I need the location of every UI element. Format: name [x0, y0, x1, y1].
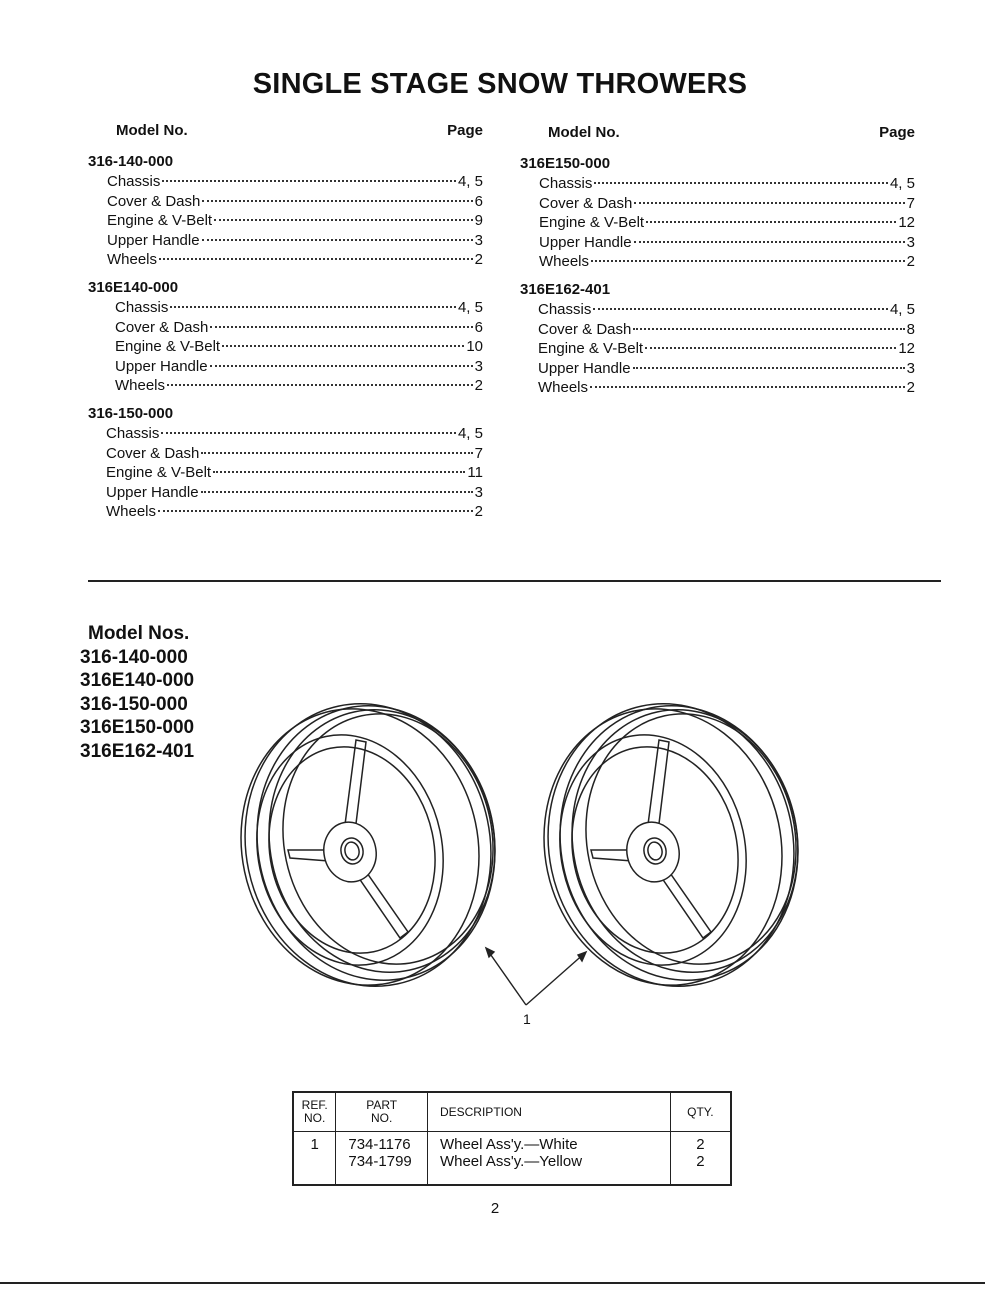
entry-page: 6	[474, 318, 483, 336]
index-right-column	[520, 124, 915, 398]
entry-page: 4, 5	[457, 173, 483, 190]
entry-page: 12	[898, 214, 915, 232]
table-row	[293, 1132, 731, 1186]
part-qty: 2	[696, 1153, 705, 1170]
dot-leader	[594, 182, 888, 184]
entry-label: Engine & V-Belt	[115, 338, 221, 356]
model-no-heading: Model No.	[548, 124, 620, 141]
model-block	[520, 154, 915, 272]
entry-label: Chassis	[107, 173, 161, 190]
dot-leader	[590, 386, 905, 388]
model-no-heading: Model No.	[116, 122, 188, 139]
ref-header-line: NO.	[304, 1111, 326, 1125]
entry-page: 4, 5	[457, 298, 483, 316]
model-block	[88, 404, 483, 522]
dot-leader	[634, 202, 904, 204]
entry-page: 9	[474, 212, 483, 230]
entry-label: Wheels	[106, 503, 157, 521]
dot-leader	[222, 345, 464, 347]
model-nos-list	[80, 622, 194, 763]
model-number: 316E150-000	[520, 155, 611, 172]
model-nos-item: 316E150-000	[80, 717, 195, 738]
entry-label: Upper Handle	[538, 359, 631, 377]
part-number: 734-1799	[348, 1153, 412, 1170]
index-entry	[520, 359, 915, 379]
entry-label: Chassis	[538, 300, 592, 318]
dot-leader	[201, 452, 472, 454]
entry-page: 11	[467, 464, 483, 482]
entry-label: Chassis	[539, 175, 593, 192]
page-heading: Page	[447, 122, 483, 139]
dot-leader	[633, 367, 905, 369]
entry-page: 8	[906, 320, 915, 338]
entry-page: 7	[906, 194, 915, 212]
model-nos-heading: Model Nos.	[88, 623, 190, 644]
qty-header: QTY.	[670, 1092, 731, 1132]
description-cell	[427, 1132, 670, 1186]
ref-no-cell: 1	[293, 1132, 336, 1186]
entry-label: Engine & V-Belt	[107, 212, 213, 230]
callout-leaders	[486, 948, 586, 1005]
qty-cell	[670, 1132, 731, 1186]
index-column-header	[520, 124, 915, 146]
dot-leader	[202, 200, 472, 202]
dot-leader	[633, 328, 904, 330]
dot-leader	[202, 239, 473, 241]
index-entry	[520, 174, 915, 194]
index-entry	[88, 444, 483, 464]
dot-leader	[646, 221, 896, 223]
model-number: 316E140-000	[88, 278, 179, 296]
entry-page: 2	[474, 251, 483, 269]
ref-no-header	[293, 1092, 336, 1132]
index-entry	[88, 376, 483, 396]
part-no-cell	[336, 1132, 428, 1186]
index-entry	[520, 194, 915, 214]
model-block	[88, 152, 483, 270]
dot-leader	[210, 326, 472, 328]
index-left-column	[88, 122, 483, 522]
index-entry	[88, 357, 483, 377]
entry-page: 4, 5	[457, 424, 483, 442]
index-entry	[88, 337, 483, 357]
dot-leader	[158, 510, 473, 512]
entry-page: 3	[474, 357, 483, 375]
entry-label: Cover & Dash	[539, 194, 633, 212]
section-divider	[88, 580, 941, 582]
entry-page: 6	[474, 192, 483, 210]
page-heading: Page	[879, 124, 915, 141]
page-title: SINGLE STAGE SNOW THROWERS	[252, 68, 748, 100]
entry-page: 2	[906, 253, 915, 271]
model-block	[520, 280, 915, 398]
entry-page: 3	[474, 483, 483, 501]
entry-page: 3	[906, 233, 915, 251]
index-entry	[88, 192, 483, 212]
entry-label: Cover & Dash	[106, 444, 200, 462]
entry-label: Engine & V-Belt	[538, 340, 644, 358]
entry-page: 7	[474, 444, 483, 462]
dot-leader	[634, 241, 905, 243]
dot-leader	[167, 384, 473, 386]
dot-leader	[201, 491, 473, 493]
dot-leader	[161, 432, 456, 434]
entry-page: 2	[906, 379, 915, 397]
model-number: 316E162-401	[520, 280, 611, 298]
part-no-header	[336, 1092, 428, 1132]
model-number: 316-140-000	[88, 153, 174, 170]
entry-page: 3	[906, 359, 915, 377]
index-entry	[520, 252, 915, 272]
entry-label: Cover & Dash	[538, 320, 632, 338]
description-header: DESCRIPTION	[427, 1092, 670, 1132]
entry-label: Cover & Dash	[107, 192, 201, 210]
index-entry	[520, 300, 915, 320]
entry-page: 3	[474, 231, 483, 249]
entry-page: 2	[474, 377, 483, 395]
wheel-right	[519, 700, 808, 1009]
entry-label: Upper Handle	[106, 483, 199, 501]
index-entry	[88, 211, 483, 231]
entry-label: Wheels	[538, 379, 589, 397]
entry-label: Wheels	[539, 253, 590, 271]
part-description: Wheel Ass'y.—White	[439, 1136, 578, 1153]
callout-label: 1	[523, 1011, 531, 1027]
entry-label: Chassis	[115, 298, 169, 316]
entry-label: Wheels	[115, 377, 166, 395]
entry-page: 10	[466, 338, 483, 356]
index-entry	[88, 502, 483, 522]
model-blocks	[88, 152, 483, 522]
entry-page: 2	[474, 503, 483, 521]
parts-table	[292, 1091, 732, 1186]
table-header-row	[293, 1092, 731, 1132]
index-entry	[520, 378, 915, 398]
dot-leader	[162, 180, 456, 182]
index-entry	[88, 424, 483, 444]
model-nos-item: 316E162-401	[80, 740, 195, 762]
model-number: 316-150-000	[88, 404, 174, 422]
dot-leader	[214, 219, 473, 221]
index-entry	[88, 298, 483, 318]
index-entry	[88, 231, 483, 251]
index-entry	[88, 483, 483, 503]
index-entry	[88, 318, 483, 338]
entry-label: Upper Handle	[107, 231, 200, 249]
wheel-left	[238, 700, 520, 1009]
index-entry	[520, 339, 915, 359]
entry-label: Engine & V-Belt	[539, 214, 645, 232]
dot-leader	[170, 306, 456, 308]
entry-label: Wheels	[107, 251, 158, 269]
entry-label: Chassis	[106, 424, 160, 442]
model-nos-item: 316-140-000	[80, 646, 188, 668]
model-block	[88, 278, 483, 396]
page-number: 2	[490, 1200, 500, 1217]
dot-leader	[591, 260, 905, 262]
index-entry	[520, 233, 915, 253]
wheel-illustration	[238, 700, 808, 1040]
index-entry	[88, 463, 483, 483]
part-qty: 2	[696, 1136, 705, 1153]
part-header-line: NO.	[370, 1111, 393, 1125]
bottom-rule	[0, 1282, 985, 1284]
model-blocks	[520, 154, 915, 398]
dot-leader	[210, 365, 473, 367]
dot-leader	[593, 308, 888, 310]
ref-header-line: REF.	[301, 1098, 328, 1112]
model-nos-item: 316-150-000	[80, 693, 188, 715]
entry-page: 4, 5	[889, 300, 915, 318]
part-description: Wheel Ass'y.—Yellow	[439, 1153, 583, 1170]
entry-page: 4, 5	[889, 175, 915, 192]
part-header-line: PART	[366, 1098, 398, 1112]
dot-leader	[159, 258, 473, 260]
index-entry	[88, 172, 483, 192]
part-number: 734-1176	[348, 1136, 411, 1153]
model-nos-item: 316E140-000	[80, 670, 195, 691]
dot-leader	[213, 471, 465, 473]
index-entry	[520, 320, 915, 340]
index-column-header	[88, 122, 483, 144]
index-entry	[88, 250, 483, 270]
entry-label: Upper Handle	[115, 357, 208, 375]
entry-label: Engine & V-Belt	[106, 464, 212, 482]
entry-label: Cover & Dash	[115, 318, 209, 336]
dot-leader	[645, 347, 896, 349]
entry-page: 12	[898, 340, 915, 358]
index-entry	[520, 213, 915, 233]
entry-label: Upper Handle	[539, 233, 632, 251]
